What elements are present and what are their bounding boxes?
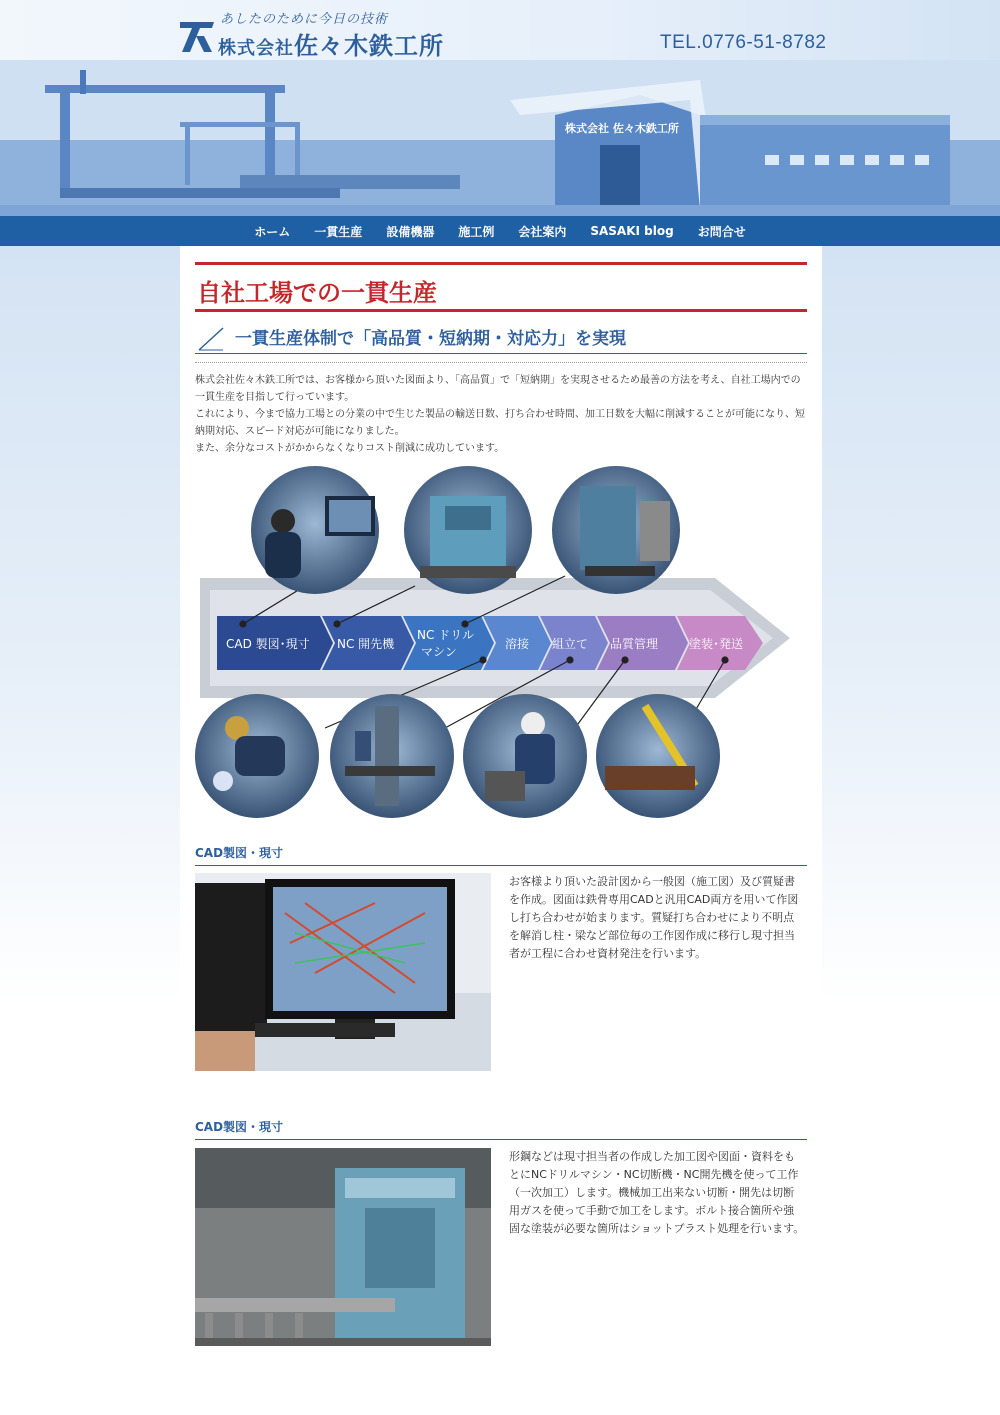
page-title: 自社工場での一貫生産 bbox=[197, 279, 437, 307]
main-content bbox=[180, 246, 822, 1415]
photo-cad-operator bbox=[251, 466, 379, 594]
flow-step-label: NC 開先機 bbox=[337, 637, 395, 651]
flow-step-label: 溶接 bbox=[505, 637, 530, 651]
nav-blog[interactable]: SASAKI blog bbox=[590, 224, 674, 238]
photo-quality-inspection bbox=[463, 694, 587, 818]
nav-company[interactable]: 会社案内 bbox=[518, 224, 567, 239]
flow-step-label: マシン bbox=[421, 645, 457, 659]
intro-paragraph: また、余分なコストがかからなくなりコスト削減に成功しています。 bbox=[195, 443, 505, 454]
section-text: 形鋼などは現寸担当者の作成した加工図や図面・資料をもとにNCドリルマシン・NC切断機・NC開先機を使って工作（一次加工）します。機械加工出来ない切断・開先は切断用ガスを使って手動で加工をします。ボルト接合箇所や強固な塗装が必要な箇所はショットブラスト処理を行います。 bbox=[509, 1150, 805, 1235]
subtitle-box bbox=[195, 322, 807, 354]
site-header bbox=[0, 0, 1000, 60]
tagline: あしたのために今日の技術 bbox=[220, 12, 389, 27]
nav-works[interactable]: 施工例 bbox=[458, 224, 495, 239]
flow-step-label: CAD 製図･現寸 bbox=[226, 637, 310, 651]
intro-paragraph: これにより、今まで協力工場との分業の中で生じた製品の輸送日数、打ち合わせ時間、加工日数を大幅に削減することが可能になり、短納期対応、スピード対応が可能になりました。 bbox=[195, 409, 805, 437]
photo-nc-drill-machine-large bbox=[195, 1148, 491, 1346]
main-nav bbox=[0, 216, 1000, 246]
section-title: CAD製図・現寸 bbox=[195, 844, 807, 866]
cad-monitor-image bbox=[195, 873, 491, 1071]
hero-factory-image bbox=[0, 60, 1000, 216]
divider bbox=[195, 362, 807, 363]
hero-sign-text: 株式会社 佐々木鉄工所 bbox=[565, 122, 679, 135]
nav-equipment[interactable]: 設備機器 bbox=[386, 224, 435, 239]
phone-number[interactable]: TEL.0776-51-8782 bbox=[660, 32, 827, 53]
company-prefix: 株式会社 bbox=[218, 38, 294, 59]
intro-text bbox=[195, 372, 807, 457]
photo-nc-drill-machine bbox=[552, 466, 680, 594]
company-name-main: 佐々木鉄工所 bbox=[294, 32, 444, 60]
company-logo-icon[interactable] bbox=[178, 18, 216, 54]
slash-icon bbox=[197, 326, 225, 352]
section-title: CAD製図・現寸 bbox=[195, 1118, 807, 1140]
nav-home[interactable]: ホーム bbox=[254, 224, 291, 239]
flow-step-label: 品質管理 bbox=[610, 637, 659, 651]
nc-machine-image bbox=[195, 1148, 491, 1346]
photo-welding bbox=[195, 694, 319, 818]
flow-step-label: 組立て bbox=[552, 637, 589, 651]
flow-step-label: 塗装･発送 bbox=[689, 637, 744, 651]
section-text: お客様より頂いた設計図から一般図（施工図）及び質疑書を作成。図面は鉄骨専用CADと汎用CAD両方を用いて作図し打ち合わせが始まります。質疑打ち合わせにより不明点を解消し柱・梁など部位毎の工作図作成に移行し現寸担当者が工程に合わせ資材発注を行います。 bbox=[509, 875, 799, 960]
photo-cad-monitor bbox=[195, 873, 491, 1071]
photo-nc-bevel-machine bbox=[404, 466, 532, 594]
section-subtitle: 一貫生産体制で「高品質・短納期・対応力」を実現 bbox=[235, 329, 626, 349]
page-title-box bbox=[195, 262, 807, 312]
flow-step-label: NC ドリル bbox=[417, 628, 475, 642]
production-flow-diagram bbox=[195, 466, 807, 826]
nav-contact[interactable]: お問合せ bbox=[697, 224, 746, 239]
company-name[interactable] bbox=[218, 26, 444, 61]
photo-assembly bbox=[330, 694, 454, 818]
intro-paragraph: 株式会社佐々木鉄工所では、お客様から頂いた図面より、「高品質」で「短納期」を実現させるため最善の方法を考え、自社工場内での一貫生産を目指して行っています。 bbox=[195, 375, 801, 403]
nav-integrated-production[interactable]: 一貫生産 bbox=[314, 224, 363, 239]
factory-illustration bbox=[0, 60, 1000, 216]
photo-painting-shipping bbox=[596, 694, 720, 818]
